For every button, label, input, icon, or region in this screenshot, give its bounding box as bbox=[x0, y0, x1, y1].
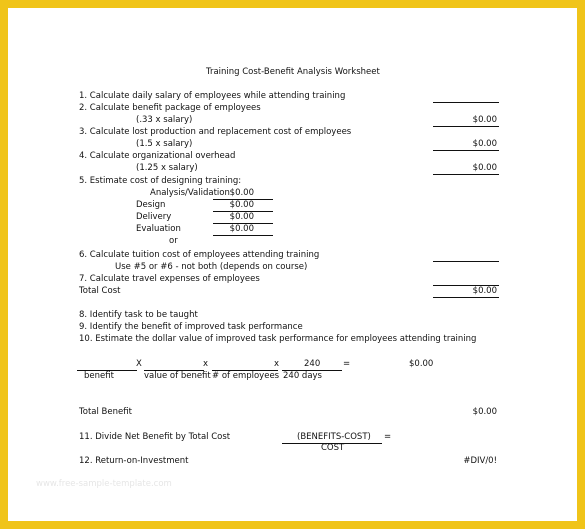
design-item-line bbox=[213, 235, 273, 236]
step-1-label: 1. Calculate daily salary of employees while attending training bbox=[79, 91, 346, 101]
design-item-label: Analysis/Validation bbox=[150, 188, 230, 198]
step-1-answer-line bbox=[433, 102, 499, 103]
step-11-numerator: (BENEFITS-COST) bbox=[297, 432, 371, 442]
total-benefit-label: Total Benefit bbox=[79, 407, 132, 417]
step-12-value: #DIV/0! bbox=[463, 456, 497, 466]
step-3-value: $0.00 bbox=[472, 139, 497, 149]
formula-benefit-label: benefit bbox=[84, 371, 114, 381]
formula-value-of-benefit-label: value of benefit bbox=[144, 371, 211, 381]
step-4-label: 4. Calculate organizational overhead bbox=[79, 151, 236, 161]
formula-days-label: 240 days bbox=[283, 371, 322, 381]
or-label: or bbox=[169, 236, 178, 246]
total-benefit-value: $0.00 bbox=[472, 407, 497, 417]
formula-equals: = bbox=[343, 359, 351, 369]
total-cost-label: Total Cost bbox=[79, 286, 121, 296]
total-cost-value: $0.00 bbox=[472, 286, 497, 296]
design-item-value: $0.00 bbox=[229, 200, 254, 210]
design-item-value: $0.00 bbox=[229, 212, 254, 222]
step-2-factor: (.33 x salary) bbox=[136, 115, 193, 125]
step-6-label: 6. Calculate tuition cost of employees attending training bbox=[79, 250, 320, 260]
step-3-answer-line bbox=[433, 150, 499, 151]
step-11-denominator: COST bbox=[321, 443, 345, 453]
step-11-label: 11. Divide Net Benefit by Total Cost bbox=[79, 432, 231, 442]
formula-days-value: 240 bbox=[304, 359, 321, 369]
step-5-label: 5. Estimate cost of designing training: bbox=[79, 176, 242, 186]
step-6-answer-line bbox=[433, 261, 499, 262]
design-item-value: $0.00 bbox=[229, 188, 254, 198]
worksheet-title: Training Cost-Benefit Analysis Worksheet bbox=[206, 67, 380, 77]
design-item-label: Delivery bbox=[136, 212, 172, 222]
step-4-answer-line bbox=[433, 174, 499, 175]
formula-result: $0.00 bbox=[409, 359, 434, 369]
step-7-label: 7. Calculate travel expenses of employees bbox=[79, 274, 260, 284]
design-item-label: Evaluation bbox=[136, 224, 181, 234]
worksheet-page bbox=[8, 8, 577, 521]
step-4-factor: (1.25 x salary) bbox=[136, 163, 198, 173]
design-item-value: $0.00 bbox=[229, 224, 254, 234]
step-12-label: 12. Return-on-Investment bbox=[79, 456, 189, 466]
step-4-value: $0.00 bbox=[472, 163, 497, 173]
formula-times-3: x bbox=[274, 359, 280, 369]
step-9-label: 9. Identify the benefit of improved task performance bbox=[79, 322, 303, 332]
step-3-factor: (1.5 x salary) bbox=[136, 139, 193, 149]
formula-times-2: x bbox=[203, 359, 209, 369]
formula-times-1: X bbox=[136, 359, 142, 369]
step-3-label: 3. Calculate lost production and replacement cost of employees bbox=[79, 127, 352, 137]
watermark-text: www.free-sample-template.com bbox=[36, 479, 172, 489]
step-2-answer-line bbox=[433, 126, 499, 127]
step-11-equals: = bbox=[384, 432, 392, 442]
step-6-note: Use #5 or #6 - not both (depends on course) bbox=[115, 262, 308, 272]
design-item-label: Design bbox=[136, 200, 166, 210]
step-8-label: 8. Identify task to be taught bbox=[79, 310, 198, 320]
total-cost-line bbox=[433, 297, 499, 298]
step-2-value: $0.00 bbox=[472, 115, 497, 125]
step-2-label: 2. Calculate benefit package of employees bbox=[79, 103, 261, 113]
formula-employees-label: # of employees bbox=[212, 371, 280, 381]
step-10-label: 10. Estimate the dollar value of improved task performance for employees attending training bbox=[79, 334, 477, 344]
